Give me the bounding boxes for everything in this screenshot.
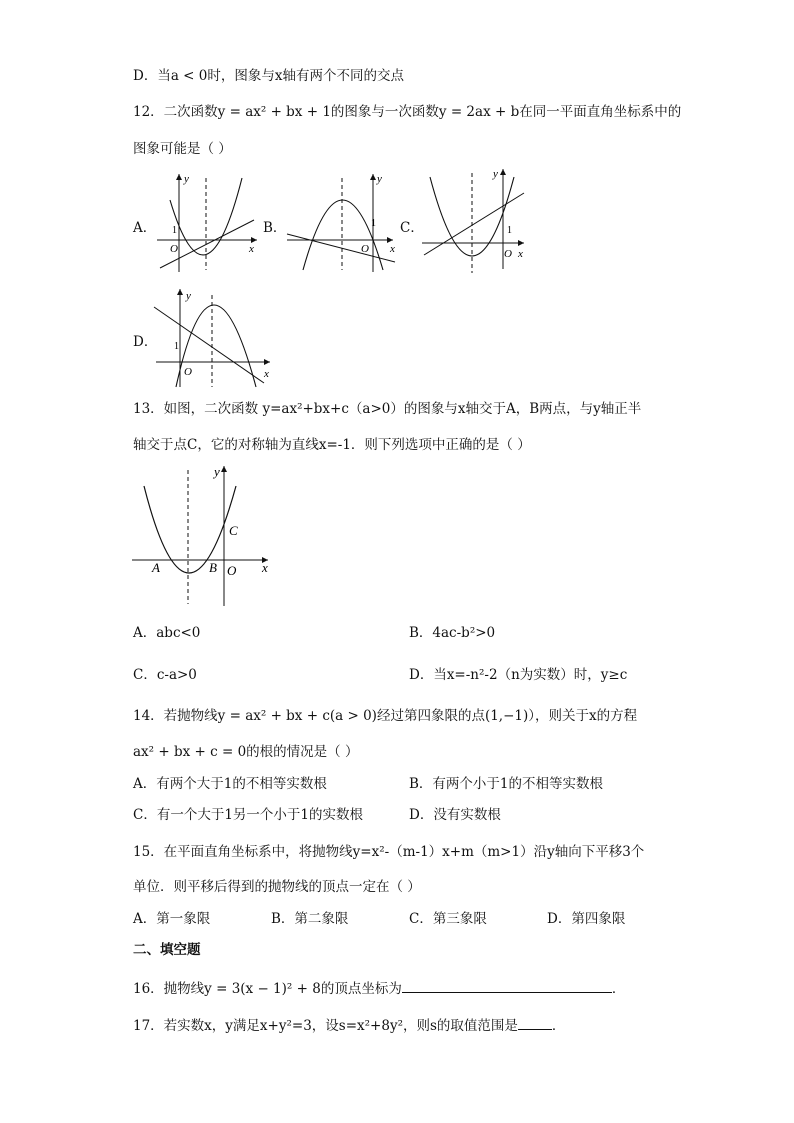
q13-stem-line1: 13．如图，二次函数 y=ax²+bx+c（a>0）的图象与x轴交于A，B两点，与y轴正半 bbox=[133, 401, 642, 417]
q12-option-a-graph bbox=[152, 170, 262, 275]
q12b-origin-label: O bbox=[361, 243, 369, 255]
q16-line bbox=[133, 978, 625, 998]
q12-option-c-label[interactable]: C． bbox=[400, 220, 424, 236]
q12-stem-line1: 12．二次函数y = ax² + bx + 1的图象与一次函数y = 2ax + b在同一平面直角坐标系中的 bbox=[133, 104, 682, 120]
q15-option-b[interactable]: B．第二象限 bbox=[271, 911, 349, 927]
q12b-x-label: x bbox=[390, 243, 395, 255]
q11-option-d: D．当a < 0时，图象与x轴有两个不同的交点 bbox=[133, 68, 404, 84]
q14-option-c[interactable]: C．有一个大于1另一个小于1的实数根 bbox=[133, 807, 364, 823]
q15-option-a[interactable]: A．第一象限 bbox=[133, 911, 211, 927]
q12d-origin-label: O bbox=[184, 366, 192, 378]
q12b-y-label: y bbox=[377, 173, 382, 185]
q12c-x-label: x bbox=[518, 248, 523, 260]
q13-option-b[interactable]: B．4ac-b²>0 bbox=[409, 625, 496, 641]
q12d-one-label: 1 bbox=[174, 341, 179, 352]
q16-stem: 16．抛物线y = 3(x − 1)² + 8的顶点坐标为 bbox=[133, 981, 402, 997]
q13-point-b-label: B bbox=[209, 560, 217, 575]
q13-x-label: x bbox=[262, 560, 268, 575]
q16-answer-blank[interactable] bbox=[402, 978, 612, 993]
q17-stem: 17．若实数x，y满足x+y²=3，设s=x²+8y²，则s的取值范围是 bbox=[133, 1018, 518, 1034]
q12c-one-label: 1 bbox=[507, 225, 512, 236]
q12-option-b-label[interactable]: B． bbox=[263, 220, 287, 236]
q12a-origin-label: O bbox=[170, 243, 178, 255]
q13-origin-label: O bbox=[227, 563, 237, 578]
q15-option-c[interactable]: C．第三象限 bbox=[409, 911, 487, 927]
q12-option-c-graph bbox=[420, 165, 530, 275]
q12a-one-label: 1 bbox=[172, 225, 177, 236]
q12-option-b-graph bbox=[285, 170, 400, 275]
q17-answer-blank[interactable] bbox=[518, 1015, 552, 1030]
q15-stem-line2: 单位．则平移后得到的抛物线的顶点一定在（ ） bbox=[133, 879, 421, 895]
q13-figure bbox=[128, 460, 278, 610]
q14-stem-line2: ax² + bx + c = 0的根的情况是（ ） bbox=[133, 744, 359, 760]
q14-option-b[interactable]: B．有两个小于1的不相等实数根 bbox=[409, 776, 604, 792]
q12c-y-label: y bbox=[493, 168, 498, 180]
q12d-x-label: x bbox=[264, 368, 269, 380]
q14-option-a[interactable]: A．有两个大于1的不相等实数根 bbox=[133, 776, 327, 792]
q12-option-a-label[interactable]: A． bbox=[133, 220, 157, 236]
q12a-y-label: y bbox=[184, 173, 189, 185]
q13-stem-line2: 轴交于点C，它的对称轴为直线x=-1．则下列选项中正确的是（ ） bbox=[133, 437, 531, 453]
q15-option-d[interactable]: D．第四象限 bbox=[547, 911, 626, 927]
section-title: 二、填空题 bbox=[133, 942, 201, 958]
q14-option-d[interactable]: D．没有实数根 bbox=[409, 807, 501, 823]
q16-end: ． bbox=[611, 981, 626, 997]
q13-point-c-label: C bbox=[229, 523, 238, 538]
q12-stem-line2: 图象可能是（ ） bbox=[133, 141, 232, 157]
q13-option-a[interactable]: A．abc<0 bbox=[133, 625, 201, 641]
q14-stem-line1: 14．若抛物线y = ax² + bx + c(a > 0)经过第四象限的点(1,−1)），则关于x的方程 bbox=[133, 708, 638, 724]
q13-y-label: y bbox=[214, 464, 220, 479]
q17-end: ． bbox=[551, 1018, 566, 1034]
q13-point-a-label: A bbox=[152, 560, 160, 575]
q13-option-c[interactable]: C．c-a>0 bbox=[133, 667, 197, 683]
q12-option-d-label[interactable]: D． bbox=[133, 334, 158, 350]
q12a-x-label: x bbox=[249, 243, 254, 255]
q17-line bbox=[133, 1015, 565, 1035]
q12b-one-label: 1 bbox=[371, 218, 376, 229]
q15-stem-line1: 15．在平面直角坐标系中，将抛物线y=x²-（m-1）x+m（m>1）沿y轴向下平移3个 bbox=[133, 844, 645, 860]
q12-option-d-graph bbox=[150, 285, 275, 390]
q13-option-d[interactable]: D．当x=-n²-2（n为实数）时，y≥c bbox=[409, 667, 628, 683]
q12c-origin-label: O bbox=[504, 248, 512, 260]
q12d-y-label: y bbox=[186, 290, 191, 302]
